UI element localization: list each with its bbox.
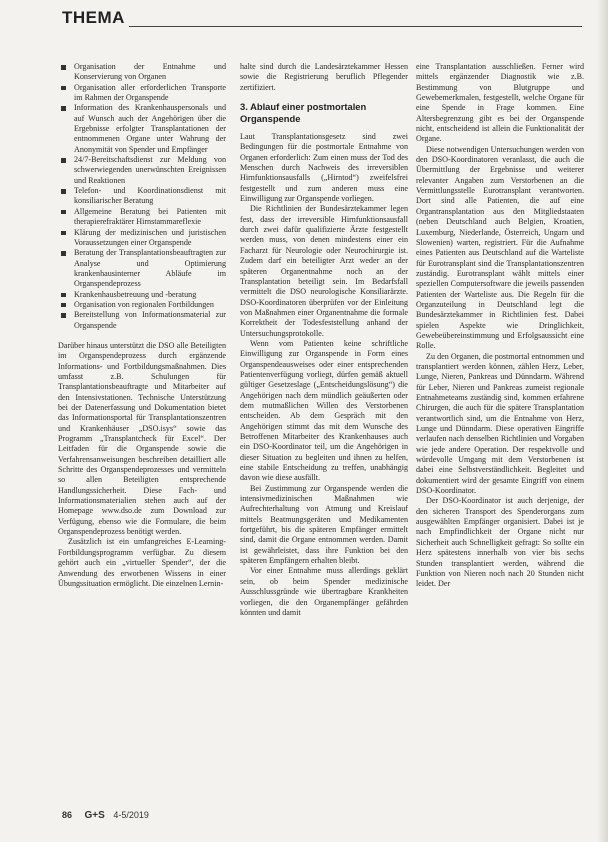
column-2: [240, 62, 408, 618]
list-item: Organisation der Entnahme und Konservierung von Organen: [58, 62, 226, 83]
body-paragraph: Darüber hinaus unterstützt die DSO alle Beteiligten im Organspendeprozess durch ergänzende Informations- und Fortbildungsmaßnahmen. Dies umfasst z.B. Schulungen für Transplantationsbeauftragte und Mitarbeiter auf den Intensivstationen. Technische Unterstützung bei der Datenerfassung und Dokumentation bietet das Informationsportal für Transplantationszentren und Krankenhäuser „DSO.isys“ sowie das Programm „Transplantcheck für Excel“. Der Leitfaden für die Organspende sowie die Verfahrensanweisungen beschreiben detailliert alle Schritte des Organspendeprozesses und vermitteln so allen Beteiligten entsprechende Handlungssicherheit. Diese Fach- und Informationsmaterialien stehen auch auf der Homepage www.dso.de zum Download zur Verfügung, ebenso wie die Formulare, die beim Organspendeprozess benötigt werden.: [58, 340, 226, 537]
page-header: [62, 8, 582, 30]
body-paragraph: eine Transplantation ausschließen. Ferner wird mittels ergänzender Diagnostik wie z.B. Bestimmung von Blutgruppe und Gewebemerkmalen, festgestellt, welche Organe für eine Spende in Frage kommen. Eine Altersbegrenzung gibt es bei der Organspende nicht, entscheidend ist allein die Funktionalität der Organe.: [416, 62, 584, 144]
list-item: Organisation von regionalen Fortbildungen: [58, 300, 226, 310]
column-1: [58, 62, 226, 589]
body-paragraph: Der DSO-Koordinator ist auch derjenige, der den sicheren Transport des Spenderorgans zum ausgewählten Empfänger organisiert. Dabei ist je nach Empfindlichkeit der Organe nicht nur Sicherheit auch Schnelligkeit gefragt: So sollte ein Herz spätestens innerhalb von vier bis sechs Stunden transplantiert werden, während die Funktion von Nieren noch nach 20 Stunden nicht leidet. Der: [416, 496, 584, 589]
list-item: Telefon- und Koordinationsdienst mit konsiliarischer Beratung: [58, 186, 226, 207]
page-footer: [62, 810, 149, 824]
list-item: Krankenhausbetreuung und -beratung: [58, 290, 226, 300]
page-edge-shadow: [597, 0, 608, 842]
body-paragraph: halte sind durch die Landesärztekammer Hessen sowie die Registrierung beruflich Pflegender zertifiziert.: [240, 62, 408, 92]
body-paragraph: Laut Transplantationsgesetz sind zwei Bedingungen für die postmortale Entnahme von Organen erforderlich: Zum einen muss der Tod des Menschen durch Nachweis des irreversiblen Hirnfunktionsausfalls („Hirntod“) zweifelsfrei festgestellt und zum anderen muss eine Einwilligung zur Organspende vorliegen.: [240, 132, 408, 204]
list-item: 24/7-Bereitschaftsdienst zur Meldung von schwerwiegenden unerwünschten Ereignissen und Reaktionen: [58, 155, 226, 186]
column-3: [416, 62, 584, 590]
list-item: Organisation aller erforderlichen Transporte im Rahmen der Organspende: [58, 83, 226, 104]
section-title: THEMA: [62, 8, 129, 28]
body-paragraph: Die Richtlinien der Bundesärztekammer legen fest, dass der irreversible Hirnfunktionsausfall durch zwei dafür qualifizierte Ärzte festgestellt werden muss, von denen mindestens einer ein Facharzt für Neurologie oder Neurochirurgie ist. Zudem darf ein beteiligter Arzt weder an der späteren Organentnahme noch an der Transplantation beteiligt sein. Im Bedarfsfall vermittelt die DSO neurologische Konsiliarärzte. DSO-Koordinatoren überprüfen vor der Einleitung von Maßnahmen einer Organentnahme die formale Korrektheit der Todesfeststellung anhand der Untersuchungsprotokolle.: [240, 204, 408, 338]
list-item: Bereitstellung von Informationsmaterial zur Organspende: [58, 310, 226, 331]
body-paragraph: Diese notwendigen Untersuchungen werden von den DSO-Koordinatoren veranlasst, die auch die Übermittlung der Ergebnisse und weiterer relevanter Angaben zum Verstorbenen an die Vermittlungsstelle Eurotransplant verantworten. Dort sind alle Patienten, die auf eine Organtransplantation aus den Mitgliedstaaten (neben Deutschland auch Belgien, Kroatien, Luxemburg, Niederlande, Österreich, Ungarn und Slowenien) warten, registriert. Für die Aufnahme eines Patienten aus Deutschland auf die Warteliste für Eurotransplant sind die Transplantationszentren zuständig. Eurotransplant wählt mittels einer speziellen Computersoftware die jeweils passenden Patienten der Warteliste aus. Die Regeln für die Organzuteilung in Deutschland legt die Bundesärztekammer in Richtlinien fest. Dabei spielen Aspekte wie Dringlichkeit, Gewebeübereinstimmung und Erfolgsaussicht eine Rolle.: [416, 144, 584, 351]
list-item: Klärung der medizinischen und juristischen Voraussetzungen einer Organspende: [58, 228, 226, 249]
section-heading: 3. Ablauf einer postmortalen Organspende: [240, 101, 367, 124]
list-item: Allgemeine Beratung bei Patienten mit therapierefraktärer Hirnstammareflexie: [58, 207, 226, 228]
body-paragraph: Zu den Organen, die postmortal entnommen und transplantiert werden können, zählen Herz, Leber, Lunge, Nieren, Pankreas und Dünndarm. Während für Leber, Nieren und Pankreas zumeist regionale Entnahmeteams zuständig sind, kommen erfahrene Chirurgen, die auch für die spätere Transplantation verantwortlich sind, um die Entnahme von Herz, Lunge und Dünndarm. Diese operativen Eingriffe verlaufen nach denselben Richtlinien und Vorgaben wie jede andere Operation. Der respektvolle und würdevolle Umgang mit dem Verstorbenen ist dabei eine Selbstverständlichkeit. Begleitet und dokumentiert wird der gesamte Eingriff von einem DSO-Koordinator.: [416, 351, 584, 496]
list-item: Information des Krankenhauspersonals und auf Wunsch auch der Angehörigen über die Ergebnisse erfolgter Transplantationen der entnommenen Organe unter Wahrung der Anonymität von Spender und Empfänger: [58, 103, 226, 155]
page-number: 86: [62, 810, 73, 820]
body-paragraph: Zusätzlich ist ein umfangreiches E-Learning-Fortbildungsprogramm verfügbar. Zu diesem gehört auch ein „virtueller Spender“, der die Anwendung des erworbenen Wissens in einer Übungssituation ermöglicht. Die einzelnen Lernin-: [58, 537, 226, 588]
body-paragraph: Vor einer Entnahme muss allerdings geklärt sein, ob beim Spender medizinische Ausschlussgründe wie übertragbare Krankheiten vorliegen, die den Organempfänger gefährden könnten und damit: [240, 566, 408, 617]
body-paragraph: Wenn vom Patienten keine schriftliche Einwilligung zur Organspende in Form eines Organspendeausweises oder einer entsprechenden Patientenverfügung vorliegt, dürfen gemäß aktuell gültiger Gesetzeslage („Entscheidungslösung“) die Angehörigen nach dem mündlich geäußerten oder dem mutmaßlichen Willen des Verstorbenen entscheiden. Ab dem Gespräch mit den Angehörigen stimmt das mit dem Wunsche des Betroffenen Mitarbeiter des Krankenhauses auch ein DSO-Koordinator teil, um die Angehörigen in dieser Situation zu begleiten und ihnen zu helfen, eine stabile Entscheidung zu treffen, unabhängig davon wie diese ausfällt.: [240, 338, 408, 483]
list-item: Beratung der Transplantationsbeauftragten zur Analyse und Optimierung krankenhausinterner Abläufe im Organspendeprozess: [58, 248, 226, 289]
body-paragraph: Bei Zustimmung zur Organspende werden die intensivmedizinischen Maßnahmen wie Aufrechterhaltung von Atmung und Kreislauf mittels Beatmungsgeräten und Medikamenten fortgeführt, bis die späteren Empfänger ermittelt sind, damit die Organe entnommen werden. Damit ist gewährleistet, dass ihre Funktion bei den späteren Empfängern erhalten bleibt.: [240, 483, 408, 566]
header-rule: [62, 26, 582, 27]
journal-name: G+S: [84, 810, 105, 821]
task-list: [58, 62, 226, 331]
issue-number: 4-5/2019: [113, 810, 149, 820]
